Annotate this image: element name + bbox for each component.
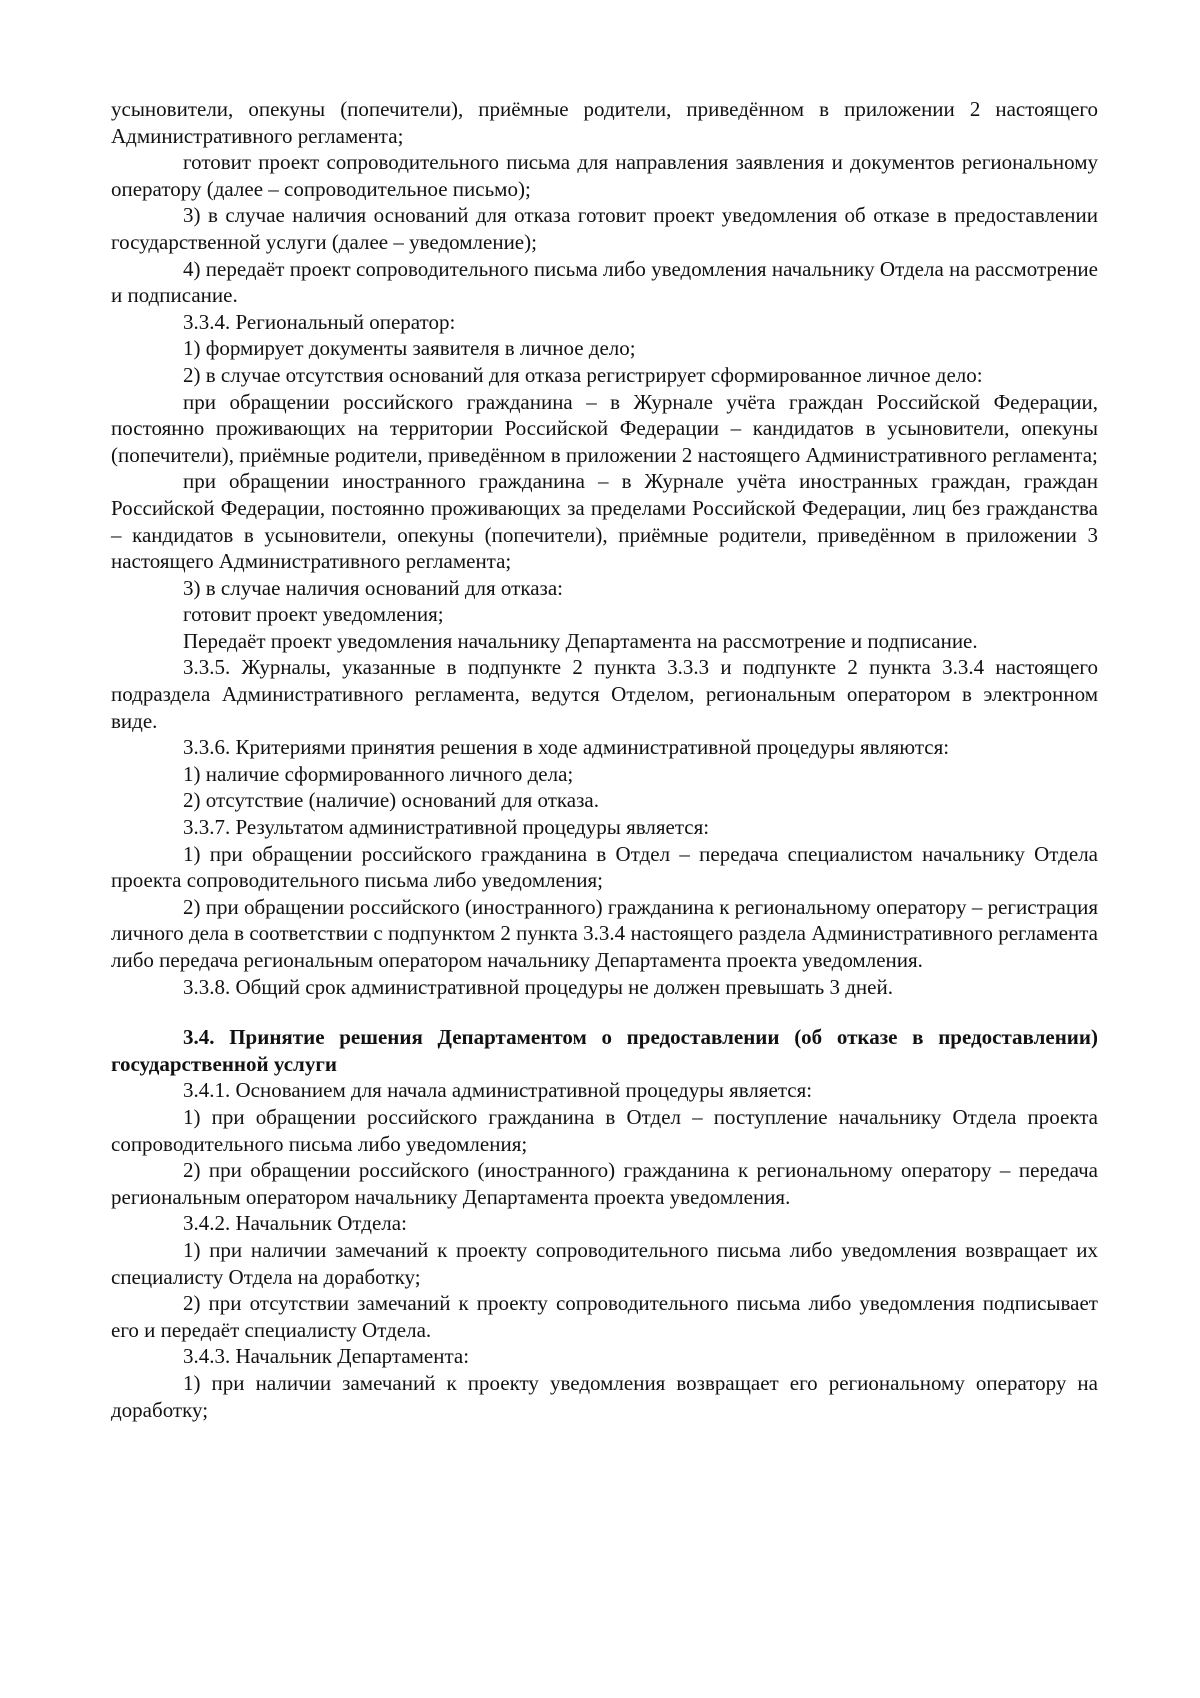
paragraph: 3.3.7. Результатом административной процедуры является: xyxy=(183,815,710,840)
paragraph: усыновители, опекуны (попечители), приёмные родители, приведённом в приложении 2 настоящего Административного регламента; xyxy=(111,97,1098,148)
paragraph: 3.3.6. Критериями принятия решения в ходе административной процедуры являются: xyxy=(183,735,950,760)
paragraph: при обращении российского гражданина – в Журнале учёта граждан Российской Федерации, постоянно проживающих на территории Российской Федерации – кандидатов в усыновители, опекуны (попечители), приёмные родители, приведённом в приложении 2 настоящего Административного регламента; xyxy=(111,389,1098,467)
paragraph: 1) при обращении российского гражданина в Отдел – поступление начальнику Отдела проекта сопроводительного письма либо уведомления; xyxy=(111,1104,1098,1156)
paragraph: готовит проект сопроводительного письма для направления заявления и документов региональному оператору (далее – сопроводительное письмо); xyxy=(111,150,1098,201)
paragraph: 1) при обращении российского гражданина в Отдел – передача специалистом начальнику Отдела проекта сопроводительного письма либо уведомления; xyxy=(111,841,1098,893)
paragraph: 3.3.4. Региональный оператор: xyxy=(183,309,456,334)
paragraph: 3) в случае наличия оснований для отказа: xyxy=(183,575,563,600)
paragraph: 2) при обращении российского (иностранного) гражданина к региональному оператору – регистрация личного дела в соответствии с подпунктом 2 пункта 3.3.4 настоящего раздела Административного регламента либо передача региональным оператором начальнику Департамента проекта уведомления. xyxy=(111,894,1098,972)
paragraph: 3.4.1. Основанием для начала административной процедуры является: xyxy=(183,1078,813,1103)
paragraph: 3.4.2. Начальник Отдела: xyxy=(183,1211,407,1236)
paragraph: 3.3.5. Журналы, указанные в подпункте 2 пункта 3.3.3 и подпункте 2 пункта 3.3.4 настоящего подраздела Административного регламента, ведутся Отделом, региональным оператором в электронном виде. xyxy=(111,655,1098,733)
paragraph: Передаёт проект уведомления начальнику Департамента на рассмотрение и подписание. xyxy=(183,628,978,653)
paragraph: 1) наличие сформированного личного дела; xyxy=(183,761,574,786)
document-page xyxy=(111,96,1098,1423)
paragraph: 1) при наличии замечаний к проекту сопроводительного письма либо уведомления возвращает их специалисту Отдела на доработку; xyxy=(111,1237,1098,1289)
paragraph: 1) при наличии замечаний к проекту уведомления возвращает его региональному оператору на доработку; xyxy=(111,1370,1098,1422)
paragraph: 4) передаёт проект сопроводительного письма либо уведомления начальнику Отдела на рассмотрение и подписание. xyxy=(111,256,1098,308)
paragraph: 2) отсутствие (наличие) оснований для отказа. xyxy=(183,788,599,813)
paragraph: 3) в случае наличия оснований для отказа готовит проект уведомления об отказе в предоставлении государственной услуги (далее – уведомление); xyxy=(111,203,1098,254)
paragraph: 2) при отсутствии замечаний к проекту сопроводительного письма либо уведомления подписывает его и передаёт специалисту Отдела. xyxy=(111,1291,1098,1342)
paragraph: 2) в случае отсутствия оснований для отказа регистрирует сформированное личное дело: xyxy=(183,362,983,387)
paragraph: 3.4.3. Начальник Департамента: xyxy=(183,1344,470,1369)
paragraph: 1) формирует документы заявителя в личное дело; xyxy=(183,336,636,361)
section-heading: 3.4. Принятие решения Департаментом о предоставлении (об отказе в предоставлении) государственной услуги xyxy=(111,1025,1098,1076)
paragraph: 3.3.8. Общий срок административной процедуры не должен превышать 3 дней. xyxy=(183,974,893,999)
paragraph: 2) при обращении российского (иностранного) гражданина к региональному оператору – передача региональным оператором начальнику Департамента проекта уведомления. xyxy=(111,1158,1098,1209)
paragraph: при обращении иностранного гражданина – в Журнале учёта иностранных граждан, граждан Российской Федерации, постоянно проживающих за пределами Российской Федерации, лиц без гражданства – кандидатов в усыновители, опекуны (попечители), приёмные родители, приведённом в приложении 3 настоящего Административного регламента; xyxy=(111,469,1098,574)
paragraph: готовит проект уведомления; xyxy=(183,602,444,627)
